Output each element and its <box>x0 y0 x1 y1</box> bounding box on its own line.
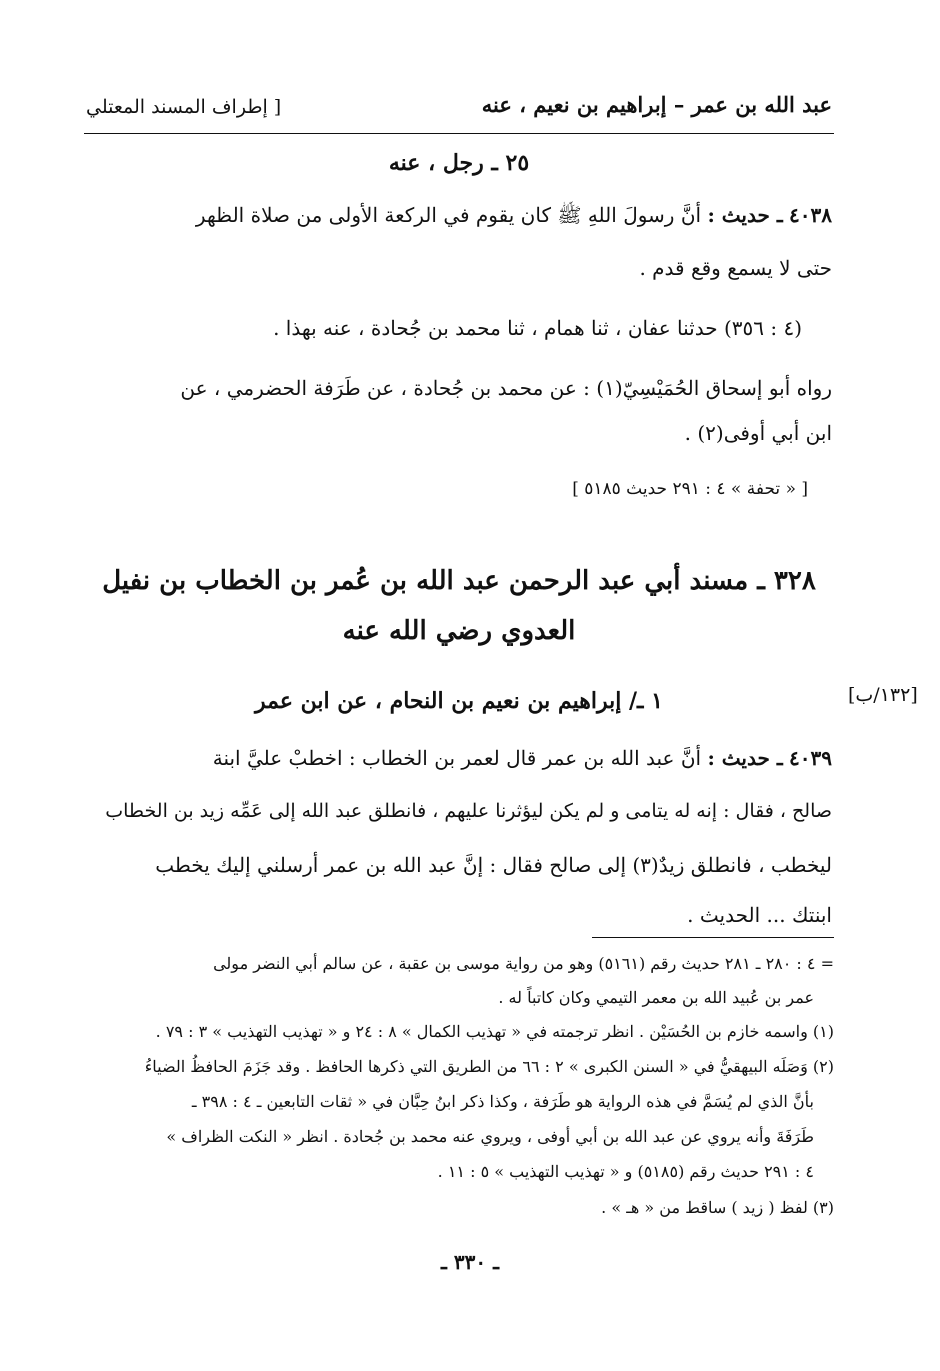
hadith-4038-riwaya-line2: ابن أبي أوفى(٢) . <box>684 421 832 445</box>
hadith-4038-line2: حتى لا يسمع وقع قدم . <box>639 256 832 280</box>
hadith-text: أنَّ رسولَ اللهِ ﷺ كان يقوم في الركعة الأولى من صلاة الظهر <box>195 203 702 227</box>
hadith-label: ـ حديث : <box>707 203 783 227</box>
footnote-1: (١) واسمه خازم بن الحُسَيْن . انظر ترجمته في « تهذيب الكمال » ٨ : ٢٤ و « تهذيب التهذيب » ٣ : ٧٩ . <box>155 1022 834 1041</box>
footnote-3: (٣) لفظ ( زيد ) ساقط من « هـ » . <box>601 1198 834 1217</box>
hadith-number: ٤٠٣٨ <box>789 203 832 227</box>
hadith-4039-line3: ليخطب ، فانطلق زيدٌ(٣) إلى صالح فقال : إنَّ عبد الله بن عمر أرسلني إليك يخطب <box>155 853 832 877</box>
footnote-continuation-line1: = ٤ : ٢٨٠ ـ ٢٨١ حديث رقم (٥١٦١) وهو من رواية موسى بن عقبة ، عن سالم أبي النضر مولى <box>213 954 834 973</box>
hadith-label: ـ حديث : <box>707 746 783 770</box>
hadith-4039-line4: ابنتك ... الحديث . <box>687 903 832 927</box>
footnote-rule <box>592 937 834 938</box>
hadith-4039-line2: صالح ، فقال : إنه له يتامى و لم يكن ليؤثرنا عليهم ، فانطلق عبد الله إلى عَمِّه زيد بن الخطاب <box>105 800 832 822</box>
footnote-2-line4: ٤ : ٢٩١ حديث رقم (٥١٨٥) و « تهذيب التهذيب » ٥ : ١١ . <box>437 1162 814 1181</box>
musnad-title-line1: ٣٢٨ ـ مسند أبي عبد الرحمن عبد الله بن عُمر بن الخطاب بن نفيل <box>102 566 816 596</box>
hadith-4038-isnad: (٤ : ٣٥٦) حدثنا عفان ، ثنا همام ، ثنا محمد بن جُحادة ، عنه بهذا . <box>273 316 802 340</box>
running-header-book: [ إطراف المسند المعتلي <box>86 96 282 118</box>
hadith-text: أنَّ عبد الله بن عمر قال لعمر بن الخطاب : اخطبْ عليَّ ابنة <box>212 746 702 770</box>
footnote-continuation-line2: عمر بن عُبيد الله بن معمر التيمي وكان كاتباً له . <box>498 988 814 1007</box>
hadith-4038-line1 <box>84 205 832 225</box>
hadith-number: ٤٠٣٩ <box>789 746 832 770</box>
running-header-title: عبد الله بن عمر – إبراهيم بن نعيم ، عنه <box>481 92 832 117</box>
manuscript-folio-note: [١٣٢/ب] <box>848 684 918 706</box>
hadith-4039-line1 <box>84 748 832 768</box>
hadith-4038-riwaya-line1: رواه أبو إسحاق الحُمَيْسِيّ(١) : عن محمد بن جُحادة ، عن طَرَفة الحضرمي ، عن <box>180 376 832 400</box>
footnote-2-line2: بأنَّ الذي لم يُسَمَّ في هذه الرواية هو طَرَفة ، وكذا ذكر ابنُ حِبَّان في « ثقات التابعين ـ ٤ : ٣٩٨ ـ <box>191 1092 814 1111</box>
page-number: ـ ٣٣٠ ـ <box>441 1250 499 1274</box>
header-rule <box>84 133 834 134</box>
musnad-title-line2: العدوي رضي الله عنه <box>342 616 576 646</box>
tuhfa-reference: [ « تحفة » ٤ : ٢٩١ حديث ٥١٨٥ ] <box>572 479 808 499</box>
section-heading-ibrahim: ١ ـ/ إبراهيم بن نعيم بن النحام ، عن ابن عمر <box>255 688 663 714</box>
footnote-2-line1: (٢) وَصَلَه البيهقيُّ في « السنن الكبرى » ٢ : ٦٦ من الطريق التي ذكرها الحافظ . وقد جَزَمَ الحافظُ الضياءُ <box>144 1057 834 1076</box>
section-heading-rajul: ٢٥ ـ رجل ، عنه <box>388 150 530 176</box>
footnote-2-line3: طَرَفَةَ وأنه يروي عن عبد الله بن أبي أوفى ، ويروي عنه محمد بن جُحادة . انظر « النكت الظراف » <box>166 1127 814 1146</box>
